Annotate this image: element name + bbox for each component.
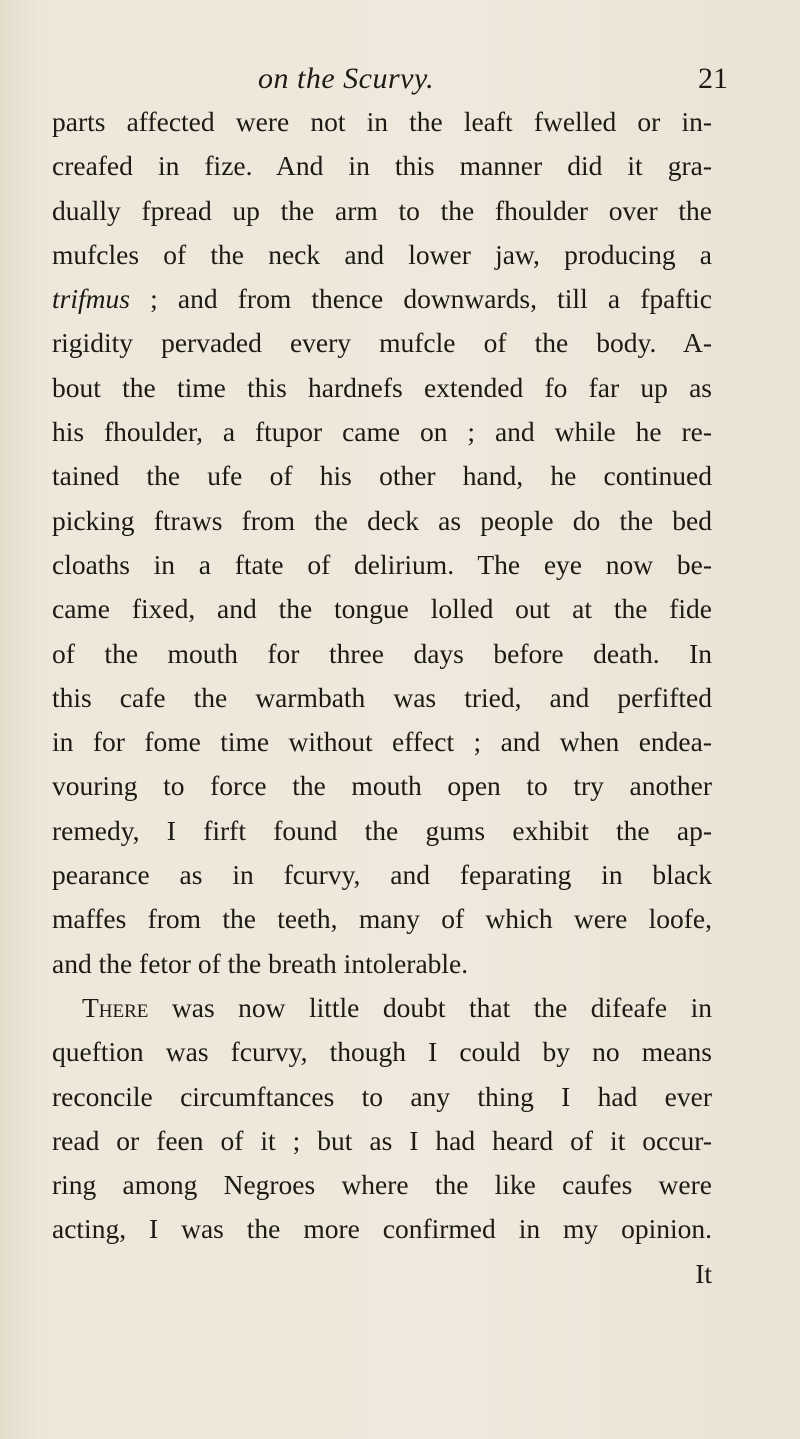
text-line: cloaths in a ftate of delirium. The eye now be- — [52, 548, 712, 580]
text-line: vouring to force the mouth open to try another — [52, 770, 712, 802]
text-line: pearance as in fcurvy, and feparating in black — [52, 859, 712, 891]
text-line: queftion was fcurvy, though I could by no means — [52, 1036, 712, 1068]
lead-word: There — [82, 991, 149, 1023]
text-line: rigidity pervaded every mufcle of the body. A- — [52, 327, 712, 359]
text-line: remedy, I firft found the gums exhibit the ap- — [52, 814, 712, 846]
catchword: It — [695, 1257, 712, 1289]
text-line: reconcile circumftances to any thing I had ever — [52, 1080, 712, 1112]
text-line: acting, I was the more confirmed in my opinion. — [52, 1213, 712, 1245]
text-line: came fixed, and the tongue lolled out at the fide — [52, 593, 712, 625]
text-line: picking ftraws from the deck as people do the bed — [52, 504, 712, 536]
text-line: dually fpread up the arm to the fhoulder over the — [52, 194, 712, 226]
page-number: 21 — [698, 62, 728, 95]
latin-term: trifmus — [52, 283, 130, 315]
text-line: trifmus ; and from thence downwards, till a fpaftic — [52, 283, 712, 315]
running-title: on the Scurvy. — [258, 62, 435, 95]
first-line-rest: was now little doubt that the difeafe in — [148, 991, 712, 1023]
body-text — [52, 100, 712, 1296]
text-line: of the mouth for three days before death. In — [52, 637, 712, 669]
text-line: parts affected were not in the leaft fwelled or in- — [52, 106, 712, 137]
text-line: read or feen of it ; but as I had heard of it occur- — [52, 1124, 712, 1156]
text-line: ring among Negroes where the like caufes were — [52, 1169, 712, 1201]
text-line: creafed in fize. And in this manner did it gra- — [52, 150, 712, 182]
text-line: maffes from the teeth, many of which were loofe, — [52, 903, 712, 935]
running-head — [258, 62, 728, 102]
paragraph-first-line — [52, 986, 712, 1030]
text-line: his fhoulder, a ftupor came on ; and while he re- — [52, 416, 712, 448]
text-line: and the fetor of the breath intolerable. — [52, 947, 469, 979]
text-line: tained the ufe of his other hand, he continued — [52, 460, 712, 492]
text-line: bout the time this hardnefs extended fo far up as — [52, 371, 712, 403]
text-line: in for fome time without effect ; and when endea- — [52, 726, 712, 758]
text-line: mufcles of the neck and lower jaw, producing a — [52, 238, 712, 270]
text-line: this cafe the warmbath was tried, and perfifted — [52, 681, 712, 713]
